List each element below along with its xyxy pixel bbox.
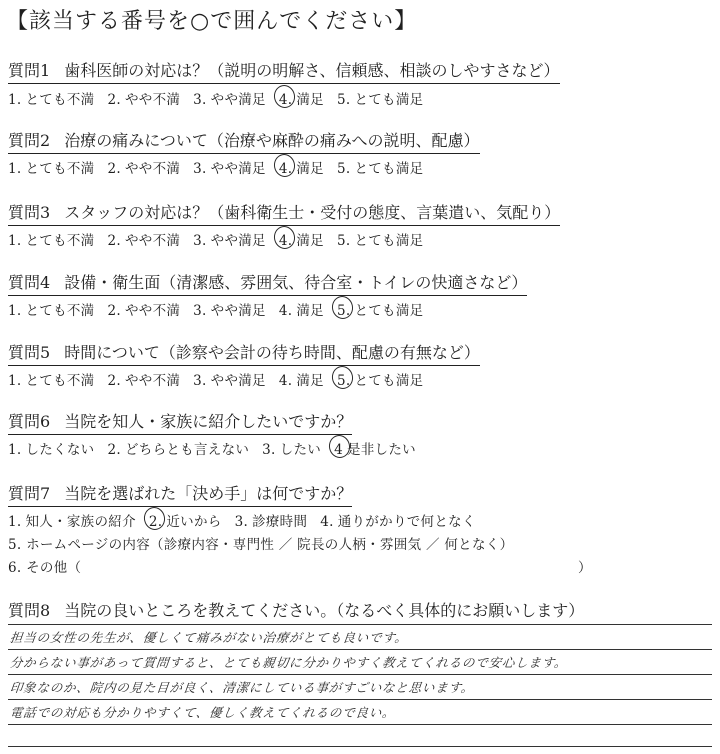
question-5-options [8,369,436,389]
option-number: 4. [278,92,293,108]
option-label: 満足 [296,373,324,389]
option-label: やや不満 [124,161,181,177]
option-label: どちらとも言えない [124,442,250,458]
option-number: 3. [193,303,207,319]
option-number: 1. [8,161,22,177]
handwritten-answer-2: 分からない事があって質問すると、とても親切に分かりやすく教えてくれるので安心します。 [9,655,569,670]
question-number: 質問6 [8,412,51,431]
option-label: 知人・家族の紹介 [25,514,136,530]
question-text: スタッフの対応は？（歯科衛生士・受付の態度、言葉遣い、気配り） [64,203,561,222]
option-label: とても不満 [25,161,95,177]
option-label: とても不満 [25,303,95,319]
option-3 [235,510,308,530]
question-7-option-5: 5. ホームページの内容（診療内容・専門性 ／ 院長の人柄・雰囲気 ／ 何となく） [8,537,514,553]
option-label: 通りがかりで何となく [337,514,476,530]
question-8-heading [8,598,584,623]
option-number: 1. [8,373,22,389]
option-number: 3. [193,161,207,177]
option-number: 5. [336,303,351,319]
question-1-options [8,88,436,108]
option-label: 満足 [296,92,324,108]
option-1 [8,88,94,108]
option-4 [279,369,324,389]
question-number: 質問3 [8,203,51,222]
option-2-circled [149,510,222,530]
question-text: 当院の良いところを教えてください。（なるべく具体的にお願いします） [64,601,585,620]
option-label: とても満足 [354,161,424,177]
option-2 [107,438,249,458]
option-1 [8,438,94,458]
question-text: 当院を知人・家族に紹介したいですか？ [64,412,353,431]
option-label: とても満足 [354,92,424,108]
question-4-heading [8,270,527,296]
option-3 [262,438,321,458]
option-label: したくない [25,442,95,458]
answer-rule [8,746,712,747]
option-label: やや満足 [210,373,266,389]
option-label: したい [279,442,322,458]
option-label: 満足 [296,161,324,177]
question-text: 設備・衛生面（清潔感、雰囲気、待合室・トイレの快適さなど） [64,273,528,292]
option-number: 5. [336,161,351,177]
option-label: 満足 [296,233,324,249]
option-label: やや不満 [124,373,181,389]
option-5 [337,157,423,177]
option-2 [107,157,180,177]
option-1 [8,510,136,530]
option-1 [8,157,94,177]
question-number: 質問8 [8,601,51,620]
option-label: とても満足 [354,373,424,389]
answer-rule [8,674,712,675]
option-number: 1. [8,92,22,108]
option-3 [193,369,266,389]
option-3 [193,157,266,177]
option-number: 3. [193,233,207,249]
question-6-heading [8,409,352,435]
option-label: やや不満 [124,303,181,319]
option-number: 3. [262,442,276,458]
option-number: 2. [107,373,121,389]
question-7-heading [8,481,352,507]
answer-rule [8,724,712,725]
question-number: 質問4 [8,273,51,292]
handwritten-answer-3: 印象なのか、院内の見た目が良く、清潔にしている事がすごいなと思います。 [9,680,476,695]
option-number: 1. [8,233,22,249]
question-7-options [8,510,489,530]
option-1 [8,229,94,249]
option-2 [107,299,180,319]
option-label: やや不満 [124,92,181,108]
option-number: 4. [278,233,293,249]
option-3 [193,88,266,108]
option-number: 4. [278,373,293,389]
option-number: 4. [278,303,293,319]
option-2 [107,88,180,108]
answer-rule [8,699,712,700]
question-text: 時間について（診察や会計の待ち時間、配慮の有無など） [64,343,480,362]
option-4-circled [279,157,324,177]
option-label: やや満足 [210,92,266,108]
option-4 [279,299,324,319]
option-number: 4. [278,161,293,177]
option-number: 3. [234,514,249,530]
question-6-options [8,438,429,458]
option-number: 2. [107,92,121,108]
question-text: 治療の痛みについて（治療や麻酔の痛みへの説明、配慮） [64,131,480,150]
option-number: 3. [193,92,207,108]
option-label: 診療時間 [252,514,308,530]
option-number: 1. [8,442,22,458]
question-text: 歯科医師の対応は？（説明の明解さ、信頼感、相談のしやすさなど） [64,61,560,80]
question-number: 質問5 [8,343,51,362]
option-label: やや満足 [210,303,266,319]
question-2-heading [8,128,480,154]
option-number: 5. [336,233,351,249]
option-number: 1. [8,514,22,530]
option-number: 2. [148,514,163,530]
option-number: 5. [336,92,351,108]
option-1 [8,369,94,389]
answer-rule [8,649,712,650]
option-label: とても満足 [354,233,424,249]
option-number: 3. [193,373,207,389]
handwritten-answer-1: 担当の女性の先生が、優しくて痛みがない治療がとても良いです。 [9,630,409,645]
option-number: 5. [336,373,351,389]
question-3-options [8,229,436,249]
question-number: 質問7 [8,484,51,503]
option-5-circled [337,299,423,319]
option-3 [193,229,266,249]
option-5 [337,229,423,249]
option-label: とても不満 [25,92,95,108]
option-label: やや満足 [210,161,266,177]
option-4-circled [279,88,324,108]
option-5-circled [337,369,423,389]
answer-rule [8,624,712,625]
option-1 [8,299,94,319]
option-label: 近いから [166,514,222,530]
question-2-options [8,157,436,177]
page-title: 【該当する番号を○で囲んでください】 [6,9,418,34]
option-label: とても不満 [25,373,95,389]
option-label: 満足 [296,303,324,319]
question-7-option-6-close: ） [578,560,592,576]
option-number: 2. [107,303,121,319]
handwritten-answer-4: 電話での対応も分かりやすくて、優しく教えてくれるので良い。 [9,705,397,720]
option-number: 2. [107,161,121,177]
question-3-heading [8,200,560,226]
question-4-options [8,299,436,319]
question-number: 質問1 [8,61,51,80]
question-text: 当院を選ばれた「決め手」は何ですか？ [64,484,353,503]
option-number: 4. [320,514,334,530]
option-4 [320,510,475,530]
option-number: 1. [8,303,22,319]
option-number: 2. [107,442,121,458]
option-label: やや満足 [210,233,266,249]
option-3 [193,299,266,319]
option-number: 2. [107,233,121,249]
option-2 [107,369,180,389]
question-5-heading [8,340,480,366]
question-7-option-6: 6. その他（ [8,560,82,576]
option-label: 是非したい [346,442,416,458]
option-2 [107,229,180,249]
option-4-circled [334,438,416,458]
option-5 [337,88,423,108]
option-4-circled [279,229,324,249]
question-number: 質問2 [8,131,51,150]
option-label: やや不満 [124,233,181,249]
option-label: とても不満 [25,233,95,249]
question-1-heading [8,58,560,84]
option-number: 4 [334,442,343,458]
option-label: とても満足 [354,303,424,319]
